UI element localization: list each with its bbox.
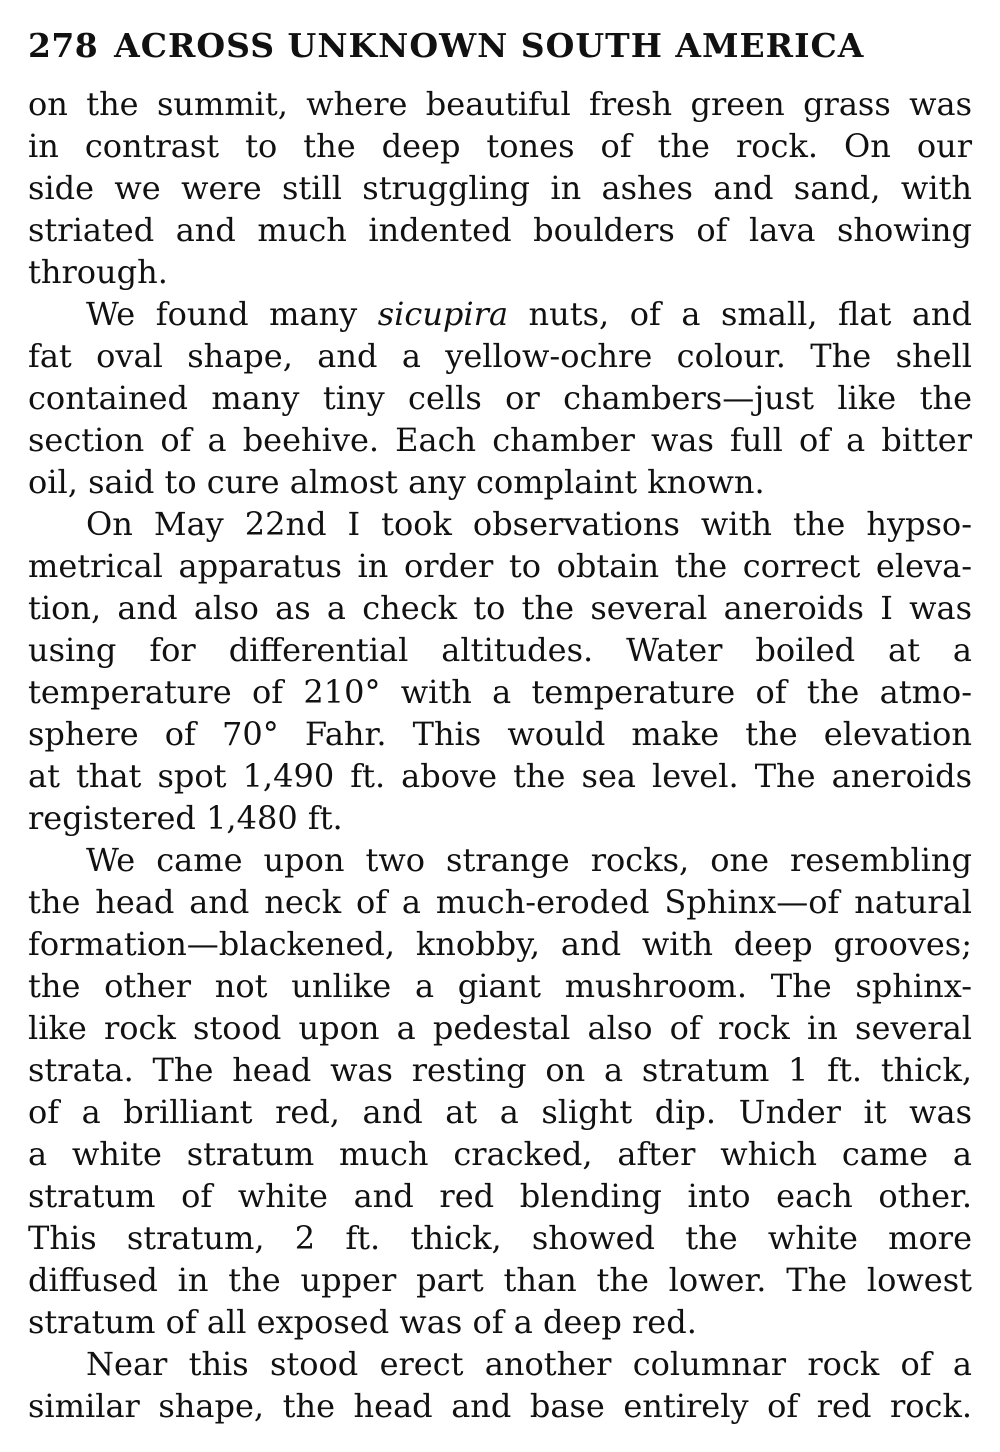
text-line: section of a beehive. Each chamber was full of a bitter <box>28 421 972 459</box>
page-number: 278 <box>28 26 99 65</box>
text-line: like rock stood upon a pedestal also of rock in several <box>28 1009 972 1047</box>
text-line <box>28 293 972 335</box>
paragraph-observations <box>28 503 972 839</box>
text-line: of a brilliant red, and at a slight dip. Under it was <box>28 1093 972 1131</box>
body-text <box>28 83 972 1427</box>
text-line: striated and much indented boulders of lava showing <box>28 211 972 249</box>
running-title: ACROSS UNKNOWN SOUTH AMERICA <box>114 26 865 65</box>
text-line: a white stratum much cracked, after which came a <box>28 1135 972 1173</box>
italic-term: sicupira <box>377 295 509 333</box>
text-line: fat oval shape, and a yellow-ochre colour. The shell <box>28 337 972 375</box>
text-line: stratum of all exposed was of a deep red. <box>28 1303 697 1341</box>
paragraph-summit <box>28 83 972 293</box>
text-line: tion, and also as a check to the several aneroids I was <box>28 589 972 627</box>
text-fragment: We found many <box>86 295 378 333</box>
text-line: the head and neck of a much-eroded Sphinx—of natural <box>28 883 972 921</box>
text-line: the other not unlike a giant mushroom. The sphinx- <box>28 967 972 1005</box>
text-line: through. <box>28 253 168 291</box>
text-line: On May 22nd I took observations with the hypso- <box>86 505 972 543</box>
text-line: temperature of 210° with a temperature of the atmo- <box>28 673 972 711</box>
text-line: sphere of 70° Fahr. This would make the elevation <box>28 715 972 753</box>
text-line: Near this stood erect another columnar rock of a <box>86 1345 972 1383</box>
text-line: contained many tiny cells or chambers—just like the <box>28 379 972 417</box>
text-line: This stratum, 2 ft. thick, showed the white more <box>28 1219 972 1257</box>
text-fragment: nuts, of a small, flat and <box>508 295 972 333</box>
text-line: oil, said to cure almost any complaint known. <box>28 463 765 501</box>
page-header <box>28 22 972 70</box>
text-line: registered 1,480 ft. <box>28 799 343 837</box>
text-line: in contrast to the deep tones of the rock. On our <box>28 127 972 165</box>
text-line: formation—blackened, knobby, and with deep grooves; <box>28 925 972 963</box>
text-line: at that spot 1,490 ft. above the sea level. The aneroids <box>28 757 972 795</box>
text-line: We came upon two strange rocks, one resembling <box>86 841 972 879</box>
text-line: strata. The head was resting on a stratum 1 ft. thick, <box>28 1051 972 1089</box>
text-line: on the summit, where beautiful fresh green grass was <box>28 85 972 123</box>
paragraph-rocks <box>28 839 972 1343</box>
text-line: similar shape, the head and base entirely of red rock. <box>28 1387 972 1425</box>
text-line: stratum of white and red blending into each other. <box>28 1177 972 1215</box>
text-line: diffused in the upper part than the lower. The lowest <box>28 1261 972 1299</box>
text-line: side we were still struggling in ashes and sand, with <box>28 169 972 207</box>
paragraph-sicupira <box>28 293 972 503</box>
text-line: using for differential altitudes. Water boiled at a <box>28 631 972 669</box>
paragraph-columnar-rock <box>28 1343 972 1427</box>
text-line: metrical apparatus in order to obtain the correct eleva- <box>28 547 972 585</box>
